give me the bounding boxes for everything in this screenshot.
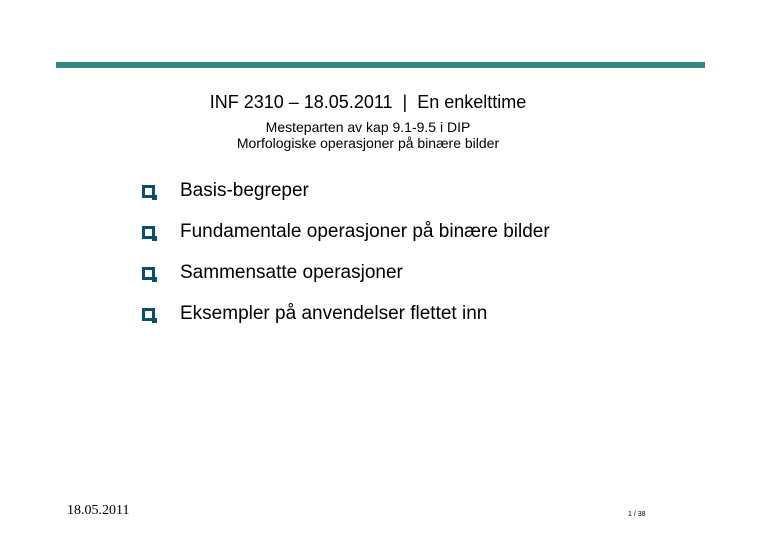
bullet-item	[142, 303, 550, 344]
slide-subtitle-line-2: Morfologiske operasjoner på binære bilder	[236, 135, 500, 151]
footer-date: 18.05.2011	[67, 503, 130, 518]
slide-subtitle-line-1: Mesteparten av kap 9.1-9.5 i DIP	[265, 119, 471, 135]
top-divider-line	[56, 62, 705, 68]
bullet-text: Sammensatte operasjoner	[180, 262, 403, 283]
bullet-list	[142, 180, 550, 344]
bullet-text: Eksempler på anvendelser flettet inn	[180, 303, 488, 324]
checkbox-square-icon	[142, 226, 155, 239]
bullet-text: Fundamentale operasjoner på binære bilder	[180, 221, 550, 242]
checkbox-square-icon	[142, 267, 155, 280]
bullet-item	[142, 180, 550, 221]
page-number: 1 / 38	[628, 511, 646, 518]
slide-title: INF 2310 – 18.05.2011 | En enkelttime	[209, 92, 527, 112]
bullet-item	[142, 262, 550, 303]
bullet-item	[142, 221, 550, 262]
checkbox-square-icon	[142, 185, 155, 198]
checkbox-square-icon	[142, 308, 155, 321]
bullet-text: Basis-begreper	[180, 180, 309, 201]
